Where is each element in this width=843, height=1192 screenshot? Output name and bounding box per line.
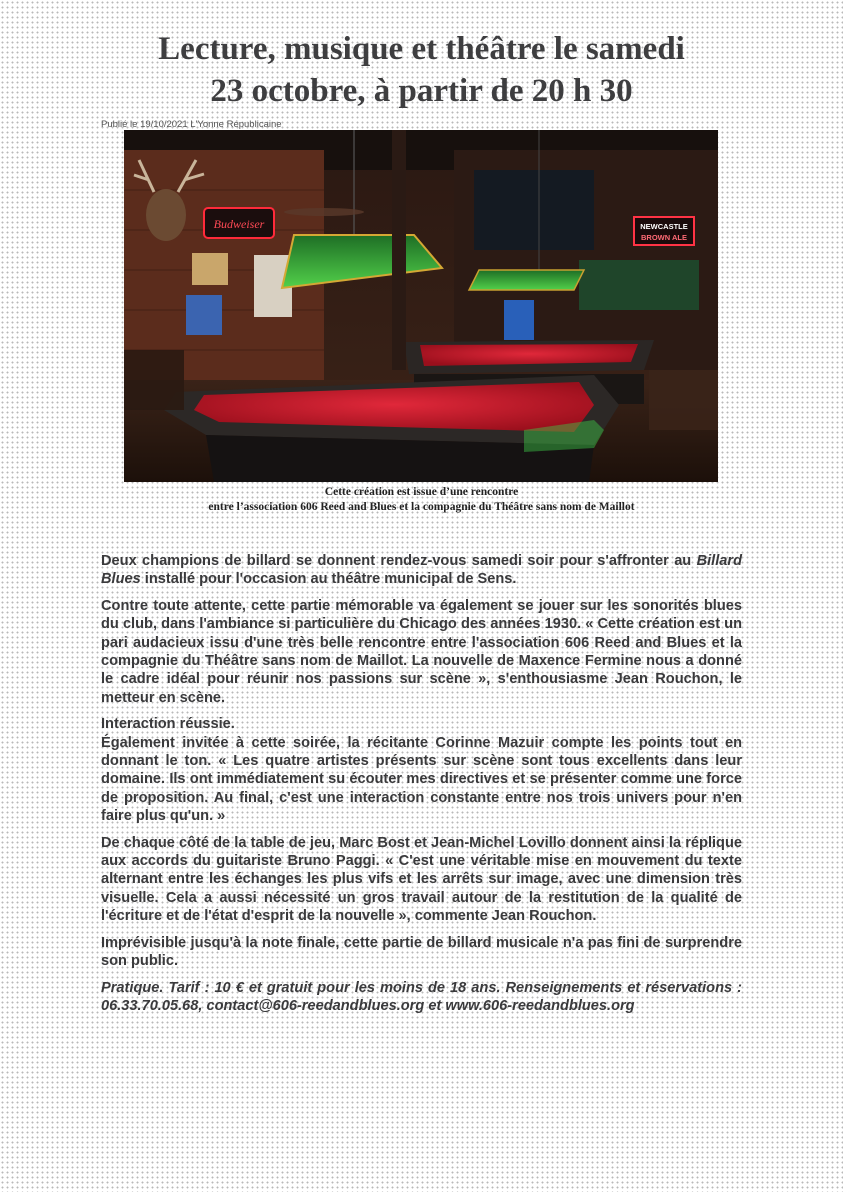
ceiling-fan [284, 208, 364, 216]
paragraph-1: Deux champions de billard se donnent rendez-vous samedi soir pour s'affronter au Billard Blues installé pour l'occasion au théâtre municipal de Sens. [101, 553, 742, 588]
publication-byline: Publié le 19/10/2021 L'Yonne Républicaine [101, 119, 282, 130]
back-pool-lamp [469, 270, 584, 290]
paragraph-4: De chaque côté de la table de jeu, Marc Bost et Jean-Michel Lovillo donnent ainsi la réplique aux accords du guitariste Bruno Paggi. « C'est une véritable mise en mouvement du texte alternant entre les échanges les plus vifs et les arrêts sur image, avec une dimension très visuelle. Cela a aussi nécessité un gros travail autour de la restitution de la qualité de l'écriture et de l'état d'esprit de la nouvelle », commente Jean Rouchon. [101, 834, 742, 924]
title-line-2: 23 octobre, à partir de 20 h 30 [210, 73, 633, 109]
billard-blues-title: Billard Blues [101, 553, 742, 588]
blue-neon-light [504, 300, 534, 340]
practical-info: Pratique. Tarif : 10 € et gratuit pour les moins de 18 ans. Renseignements et réservations : 06.33.70.05.68, contact@606-reedandblues.org et www.606-reedandblues.org [101, 979, 742, 1015]
brown-ale-text: BROWN ALE [641, 233, 687, 242]
bar-shelves [579, 260, 699, 310]
caption-line-1: Cette création est issue d’une rencontre [324, 486, 519, 498]
wall-poster-blue [186, 295, 222, 335]
paragraph-2: Contre toute attente, cette partie mémorable va également se jouer sur les sonorités blues du club, dans l'ambiance si particulière du Chicago des années 1930. « Cette création est un pari audacieux issu d'une très belle rencontre entre l'association 606 Reed and Blues et la compagnie du Théâtre sans nom de Maillot. La nouvelle de Maxence Fermine nous a donné le cadre idéal pour réunir nos passions sur scène », s'enthousiasme Jean Rouchon, le metteur en scène. [101, 598, 742, 706]
budweiser-neon-text: Budweiser [213, 217, 265, 231]
article-title [60, 28, 783, 112]
caption-line-2: entre l’association 606 Reed and Blues et la compagnie du Théâtre sans nom de Maillot [208, 501, 635, 513]
billiard-bar-photo [124, 130, 718, 482]
article-body [101, 552, 742, 1024]
newcastle-text: NEWCASTLE [640, 222, 688, 231]
wall-frame [192, 253, 228, 285]
photo-caption [100, 485, 743, 515]
subheading: Interaction réussie. [101, 716, 235, 733]
deer-head-trophy [146, 189, 186, 241]
photo-illustration [124, 130, 718, 482]
title-line-1: Lecture, musique et théâtre le samedi [158, 31, 685, 67]
paragraph-3: Également invitée à cette soirée, la récitante Corinne Mazuir compte les points tout en donnant le ton. « Les quatre artistes présents sur scène sont tous excellents dans leur domaine. Ils ont immédiatement su écouter mes directives et se présenter comme une force de proposition. Au final, c'est une interaction constante entre nos trois univers pour n'en faire plus qu'un. » [101, 734, 742, 824]
paragraph-5: Imprévisible jusqu'à la note finale, cette partie de billard musicale n'a pas fini de surprendre son public. [101, 934, 742, 969]
